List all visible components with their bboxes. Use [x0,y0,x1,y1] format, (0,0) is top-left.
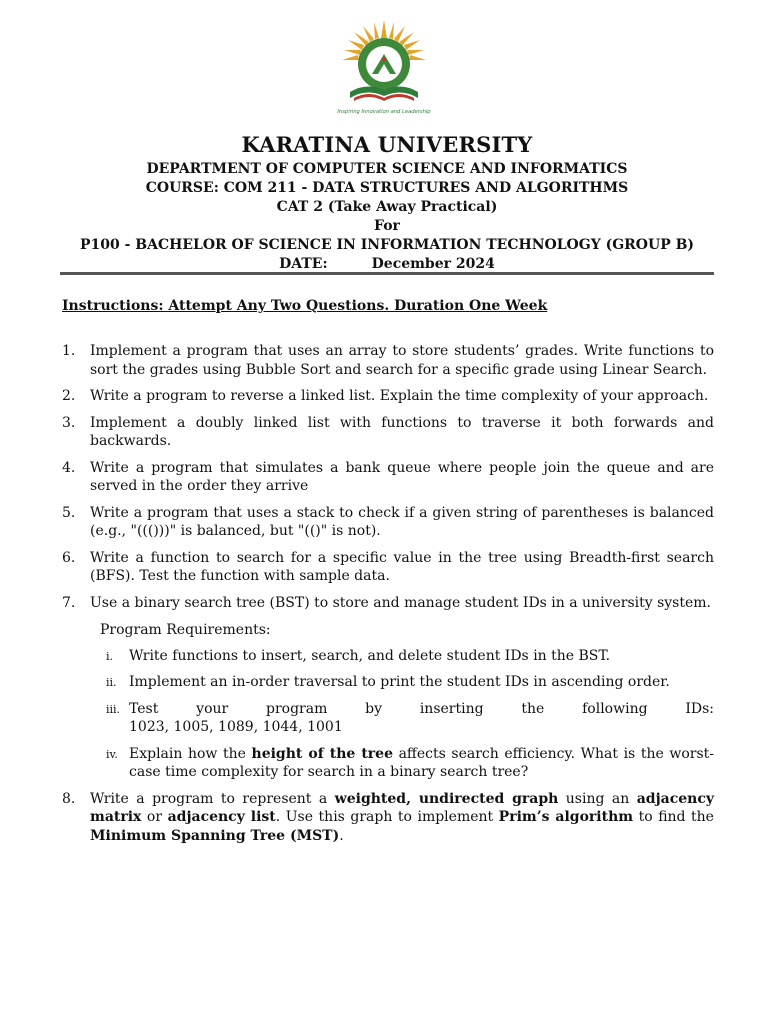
question-text: Write a program to reverse a linked list. Explain the time complexity of your approach. [90,388,709,404]
sub-question-item [62,700,714,737]
sub-question-text: Write functions to insert, search, and delete student IDs in the BST. [129,647,611,664]
word: inserting [419,700,484,717]
bold-text-run: Prim’s algorithm [498,809,634,825]
question-number: 1. [62,343,76,359]
department-name: DEPARTMENT OF COMPUTER SCIENCE AND INFORMATICS [146,161,628,177]
exam-header [60,130,714,274]
word: following [582,700,648,717]
sub-question-number: iv. [106,747,118,761]
question-list [62,342,714,853]
question-number: 6. [62,549,76,566]
question-item [62,549,714,586]
question-text: Write a program that uses a stack to check if a given string of parentheses is balanced (e.g., "((()))" is balanced, but "(()" is not). [90,504,714,539]
word: IDs: [685,700,714,717]
programme-title: P100 - BACHELOR OF SCIENCE IN INFORMATION TECHNOLOGY (GROUP B) [79,237,695,253]
sub-question-number: ii. [106,676,117,689]
question-number: 5. [62,504,76,521]
sub-question-text [129,746,714,781]
question-text: Implement a doubly linked list with functions to traverse it both forwards and backwards. [90,414,714,449]
question-text: Write a program that simulates a bank queue where people join the queue and are served in the order they arrive [90,459,714,494]
question-text: Implement a program that uses an array to store students’ grades. Write functions to sort the grades using Bubble Sort and search for a specific grade using Linear Search. [90,343,714,378]
university-name: KARATINA UNIVERSITY [241,132,533,157]
text-run: Explain how the [129,745,252,762]
program-requirements-label: Program Requirements: [100,622,271,638]
sub-question-number: i. [106,649,114,663]
date-value: December 2024 [371,256,495,272]
bold-text-run: adjacency matrix [90,790,714,825]
question-text [90,790,714,846]
cat-title: CAT 2 (Take Away Practical) [276,199,498,215]
question-number: 3. [62,414,76,431]
question-text: Write a function to search for a specific value in the tree using Breadth-first search (BFS). Test the function with sample data. [90,549,714,584]
question-item [62,790,714,846]
word: by [365,700,383,717]
question-item [62,387,714,406]
bold-text-run: weighted, undirected graph [334,790,559,807]
word: the [521,700,545,717]
bold-text-run: Minimum Spanning Tree (MST) [90,827,340,844]
question-number: 2. [62,388,76,404]
question-number: 4. [62,459,76,476]
instructions: Instructions: Attempt Any Two Questions. Duration One Week [62,298,548,314]
question-item [62,504,714,541]
course-title: COURSE: COM 211 - DATA STRUCTURES AND ALGORITHMS [145,180,629,196]
university-seal-icon [336,18,432,118]
text-run: . Use this graph to implement [275,809,499,825]
word: Test [129,700,159,717]
question-item [62,414,714,451]
sub-question-line [129,700,714,719]
text-run: Write a program to represent a [90,790,335,807]
for-label: For [374,218,400,234]
sub-question-number: iii. [106,702,121,716]
sub-question-item [62,673,714,692]
sub-question-item [62,745,714,782]
question-number: 7. [62,594,76,611]
word: program [266,700,328,717]
sub-question-item [62,647,714,666]
question-item [62,459,714,496]
question-text: Use a binary search tree (BST) to store and manage student IDs in a university system. [90,594,712,611]
header-divider [60,272,714,275]
text-run: to find the [633,809,714,825]
sub-question-text: Implement an in-order traversal to print the student IDs in ascending order. [129,674,670,690]
question-number: 8. [62,790,76,807]
text-run: using an [558,790,637,807]
question-item [62,342,714,379]
text-run: or [141,809,168,825]
text-run: affects search efficiency. What is the worst-case time complexity for search in a binary search tree? [129,745,714,780]
university-logo [336,18,432,118]
word: your [196,700,229,717]
date-label: DATE: [279,256,328,272]
logo-tagline: Inspiring Innovation and Leadership [337,109,431,115]
bold-text-run: height of the tree [251,745,393,762]
student-id-list: 1023, 1005, 1089, 1044, 1001 [129,719,343,735]
text-run: . [339,827,344,844]
question-item [62,594,714,613]
bold-text-run: adjacency list [167,809,276,825]
